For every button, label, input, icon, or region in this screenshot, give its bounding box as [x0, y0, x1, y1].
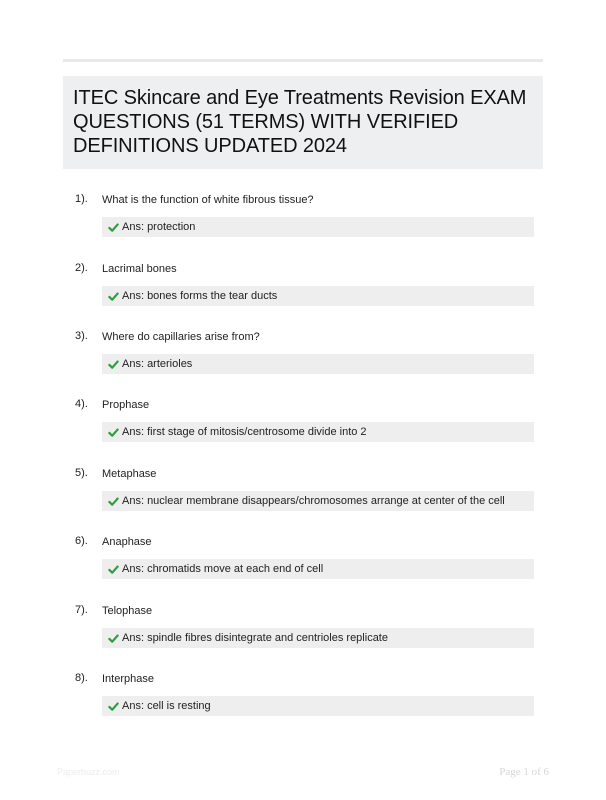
check-icon	[108, 359, 119, 370]
title-banner	[63, 76, 543, 169]
answer-text: Ans: spindle fibres disintegrate and centrioles replicate	[122, 632, 388, 644]
check-icon	[108, 496, 119, 507]
question-text: Metaphase	[102, 468, 157, 480]
question-number: 5).	[75, 467, 88, 479]
question-number: 8).	[75, 672, 88, 684]
answer-box	[102, 559, 534, 579]
question-text: Where do capillaries arise from?	[102, 331, 260, 343]
check-icon	[108, 701, 119, 712]
check-icon	[108, 291, 119, 302]
answer-text: Ans: first stage of mitosis/centrosome divide into 2	[122, 426, 367, 438]
answer-text: Ans: bones forms the tear ducts	[122, 290, 278, 302]
answer-box	[102, 286, 534, 306]
answer-box	[102, 217, 534, 237]
top-divider	[63, 59, 543, 62]
answer-box	[102, 628, 534, 648]
answer-text: Ans: nuclear membrane disappears/chromosomes arrange at center of the cell	[122, 495, 505, 507]
question-text: Lacrimal bones	[102, 263, 177, 275]
question-number: 2).	[75, 262, 88, 274]
question-text: What is the function of white fibrous tissue?	[102, 194, 314, 206]
question-text: Interphase	[102, 673, 154, 685]
answer-text: Ans: arterioles	[122, 358, 193, 370]
answer-box	[102, 354, 534, 374]
document-title: ITEC Skincare and Eye Treatments Revision EXAM QUESTIONS (51 TERMS) WITH VERIFIED DEFINITIONS UPDATED 2024	[73, 87, 527, 157]
question-text: Telophase	[102, 605, 153, 617]
check-icon	[108, 564, 119, 575]
check-icon	[108, 633, 119, 644]
answer-text: Ans: protection	[122, 221, 196, 233]
footer-watermark: Paperbuzz.com	[57, 767, 120, 777]
check-icon	[108, 222, 119, 233]
page-indicator: Page 1 of 6	[499, 766, 549, 778]
check-icon	[108, 427, 119, 438]
question-number: 7).	[75, 604, 88, 616]
question-number: 1).	[75, 193, 88, 205]
question-text: Prophase	[102, 399, 150, 411]
question-text: Anaphase	[102, 536, 152, 548]
answer-box	[102, 491, 534, 511]
answer-box	[102, 696, 534, 716]
question-number: 3).	[75, 330, 88, 342]
question-number: 6).	[75, 535, 88, 547]
answer-text: Ans: cell is resting	[122, 700, 211, 712]
answer-box	[102, 422, 534, 442]
question-number: 4).	[75, 398, 88, 410]
answer-text: Ans: chromatids move at each end of cell	[122, 563, 324, 575]
